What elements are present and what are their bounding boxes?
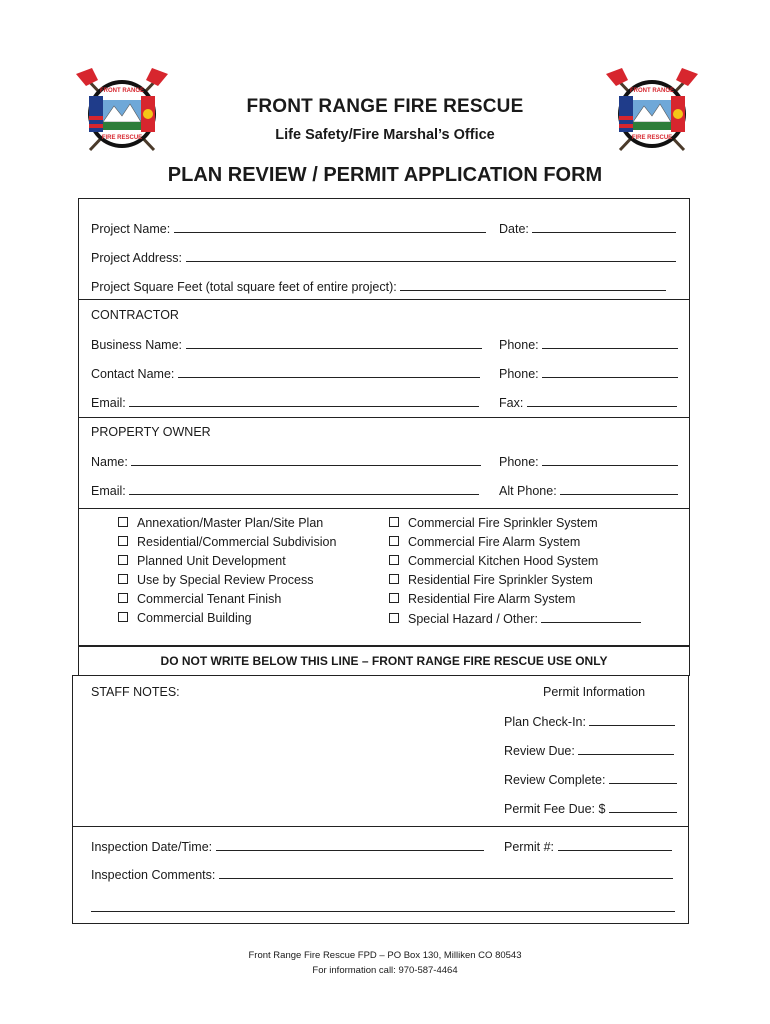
- checkbox-square[interactable]: [118, 555, 128, 565]
- checkbox-square[interactable]: [389, 574, 399, 584]
- checkbox-kitchen-hood[interactable]: [389, 554, 598, 568]
- owner-phone-row: [499, 454, 678, 469]
- checkbox-label: Planned Unit Development: [137, 554, 286, 568]
- checkbox-commercial-sprinkler[interactable]: [389, 516, 598, 530]
- checkbox-label: Commercial Tenant Finish: [137, 592, 282, 606]
- checkbox-square[interactable]: [389, 593, 399, 603]
- date-row: [499, 221, 676, 236]
- owner-email-row: [91, 483, 479, 498]
- checkbox-square[interactable]: [389, 536, 399, 546]
- review-complete-label: Review Complete:: [504, 773, 606, 787]
- checkbox-commercial-alarm[interactable]: [389, 535, 580, 549]
- contractor-phone-field[interactable]: [542, 337, 678, 349]
- checkbox-special-hazard[interactable]: [389, 611, 641, 626]
- checkbox-residential-alarm[interactable]: [389, 592, 575, 606]
- checkbox-square[interactable]: [118, 536, 128, 546]
- office-subtitle: Life Safety/Fire Marshal’s Office: [275, 127, 495, 143]
- checkbox-tenant-finish[interactable]: [118, 592, 281, 606]
- inspection-date-field[interactable]: [216, 839, 484, 851]
- contractor-phone-label: Phone:: [499, 338, 539, 352]
- contact-name-field[interactable]: [178, 366, 480, 378]
- project-name-label: Project Name:: [91, 222, 171, 236]
- owner-name-field[interactable]: [131, 454, 481, 466]
- project-sqft-label: Project Square Feet (total square feet of entire project):: [91, 280, 397, 294]
- contractor-phone2-field[interactable]: [542, 366, 678, 378]
- permit-fee-field[interactable]: [609, 801, 677, 813]
- permit-number-row: [504, 839, 672, 854]
- inspection-comments-row: [91, 867, 673, 882]
- review-complete-field[interactable]: [609, 772, 677, 784]
- contractor-phone-row: [499, 337, 678, 352]
- footer-info: For information call: 970-587-4464: [312, 965, 458, 976]
- permit-fee-row: [504, 801, 677, 816]
- project-sqft-field[interactable]: [400, 279, 666, 291]
- checkbox-square[interactable]: [118, 593, 128, 603]
- checkbox-square[interactable]: [118, 574, 128, 584]
- alt-phone-field[interactable]: [560, 483, 678, 495]
- owner-name-row: [91, 454, 481, 469]
- project-name-field[interactable]: [174, 221, 486, 233]
- permit-number-label: Permit #:: [504, 840, 555, 854]
- contractor-email-row: [91, 395, 479, 410]
- inspection-date-row: [91, 839, 484, 854]
- date-field[interactable]: [532, 221, 676, 233]
- checkbox-subdivision[interactable]: [118, 535, 336, 549]
- contractor-email-field[interactable]: [129, 395, 479, 407]
- checkbox-residential-sprinkler[interactable]: [389, 573, 593, 587]
- owner-name-label: Name:: [91, 455, 128, 469]
- project-sqft-row: [91, 279, 666, 294]
- review-due-label: Review Due:: [504, 744, 575, 758]
- checkbox-square[interactable]: [118, 612, 128, 622]
- checkbox-square[interactable]: [389, 517, 399, 527]
- special-hazard-field[interactable]: [541, 611, 641, 623]
- project-address-label: Project Address:: [91, 251, 183, 265]
- contractor-heading: CONTRACTOR: [91, 308, 179, 322]
- project-address-field[interactable]: [186, 250, 676, 262]
- contractor-email-label: Email:: [91, 396, 126, 410]
- contact-name-label: Contact Name:: [91, 367, 175, 381]
- permit-fee-label: Permit Fee Due: $: [504, 802, 606, 816]
- inspection-comments-field-2[interactable]: [91, 900, 675, 912]
- permit-info-label: Permit Information: [543, 685, 646, 699]
- fax-label: Fax:: [499, 396, 524, 410]
- owner-heading: PROPERTY OWNER: [91, 425, 211, 439]
- staff-notes-label: STAFF NOTES:: [91, 685, 180, 699]
- checkbox-label: Residential Fire Sprinkler System: [408, 573, 593, 587]
- checkbox-commercial-building[interactable]: [118, 611, 252, 625]
- checkbox-label: Commercial Kitchen Hood System: [408, 554, 599, 568]
- contractor-phone2-label: Phone:: [499, 367, 539, 381]
- logo-text-top: FRONT RANGE: [100, 88, 144, 94]
- business-name-label: Business Name:: [91, 338, 183, 352]
- project-address-row: [91, 250, 676, 265]
- form-title: PLAN REVIEW / PERMIT APPLICATION FORM: [167, 164, 603, 186]
- plan-check-in-row: [504, 714, 675, 729]
- project-name-row: [91, 221, 486, 236]
- contact-name-row: [91, 366, 480, 381]
- inspection-date-label: Inspection Date/Time:: [91, 840, 213, 854]
- fax-field[interactable]: [527, 395, 677, 407]
- business-name-field[interactable]: [186, 337, 482, 349]
- date-label: Date:: [499, 222, 529, 236]
- checkbox-label: Residential/Commercial Subdivision: [137, 535, 337, 549]
- owner-email-label: Email:: [91, 484, 126, 498]
- plan-check-in-label: Plan Check-In:: [504, 715, 586, 729]
- footer-address: Front Range Fire Rescue FPD – PO Box 130, Milliken CO 80543: [248, 950, 522, 961]
- owner-email-field[interactable]: [129, 483, 479, 495]
- logo-text-top: FRONT RANGE: [630, 88, 674, 94]
- business-name-row: [91, 337, 482, 352]
- review-complete-row: [504, 772, 677, 787]
- inspection-comments-row-2: [91, 900, 675, 915]
- checkbox-pud[interactable]: [118, 554, 286, 568]
- inspection-comments-label: Inspection Comments:: [91, 868, 216, 882]
- checkbox-label: Special Hazard / Other:: [408, 612, 538, 626]
- logo-text-bottom: FIRE RESCUE: [631, 135, 673, 141]
- permit-number-field[interactable]: [558, 839, 672, 851]
- contractor-phone2-row: [499, 366, 678, 381]
- logo-text-bottom: FIRE RESCUE: [101, 135, 143, 141]
- checkbox-square[interactable]: [118, 517, 128, 527]
- fax-row: [499, 395, 677, 410]
- alt-phone-row: [499, 483, 678, 498]
- review-due-row: [504, 743, 674, 758]
- checkbox-square[interactable]: [389, 613, 399, 623]
- checkbox-label: Annexation/Master Plan/Site Plan: [137, 516, 324, 530]
- checkbox-label: Commercial Fire Alarm System: [408, 535, 581, 549]
- owner-phone-label: Phone:: [499, 455, 539, 469]
- owner-phone-field[interactable]: [542, 454, 678, 466]
- checkbox-label: Residential Fire Alarm System: [408, 592, 576, 606]
- checkbox-label: Commercial Building: [137, 611, 252, 625]
- org-title: FRONT RANGE FIRE RESCUE: [246, 96, 524, 117]
- checkbox-label: Commercial Fire Sprinkler System: [408, 516, 598, 530]
- inspection-comments-field[interactable]: [219, 867, 673, 879]
- checkbox-square[interactable]: [389, 555, 399, 565]
- plan-check-in-field[interactable]: [589, 714, 675, 726]
- checkbox-special-review[interactable]: [118, 573, 313, 587]
- office-use-notice: DO NOT WRITE BELOW THIS LINE – FRONT RANGE FIRE RESCUE USE ONLY: [78, 646, 690, 676]
- checkbox-annexation[interactable]: [118, 516, 323, 530]
- alt-phone-label: Alt Phone:: [499, 484, 557, 498]
- checkbox-label: Use by Special Review Process: [137, 573, 314, 587]
- review-due-field[interactable]: [578, 743, 674, 755]
